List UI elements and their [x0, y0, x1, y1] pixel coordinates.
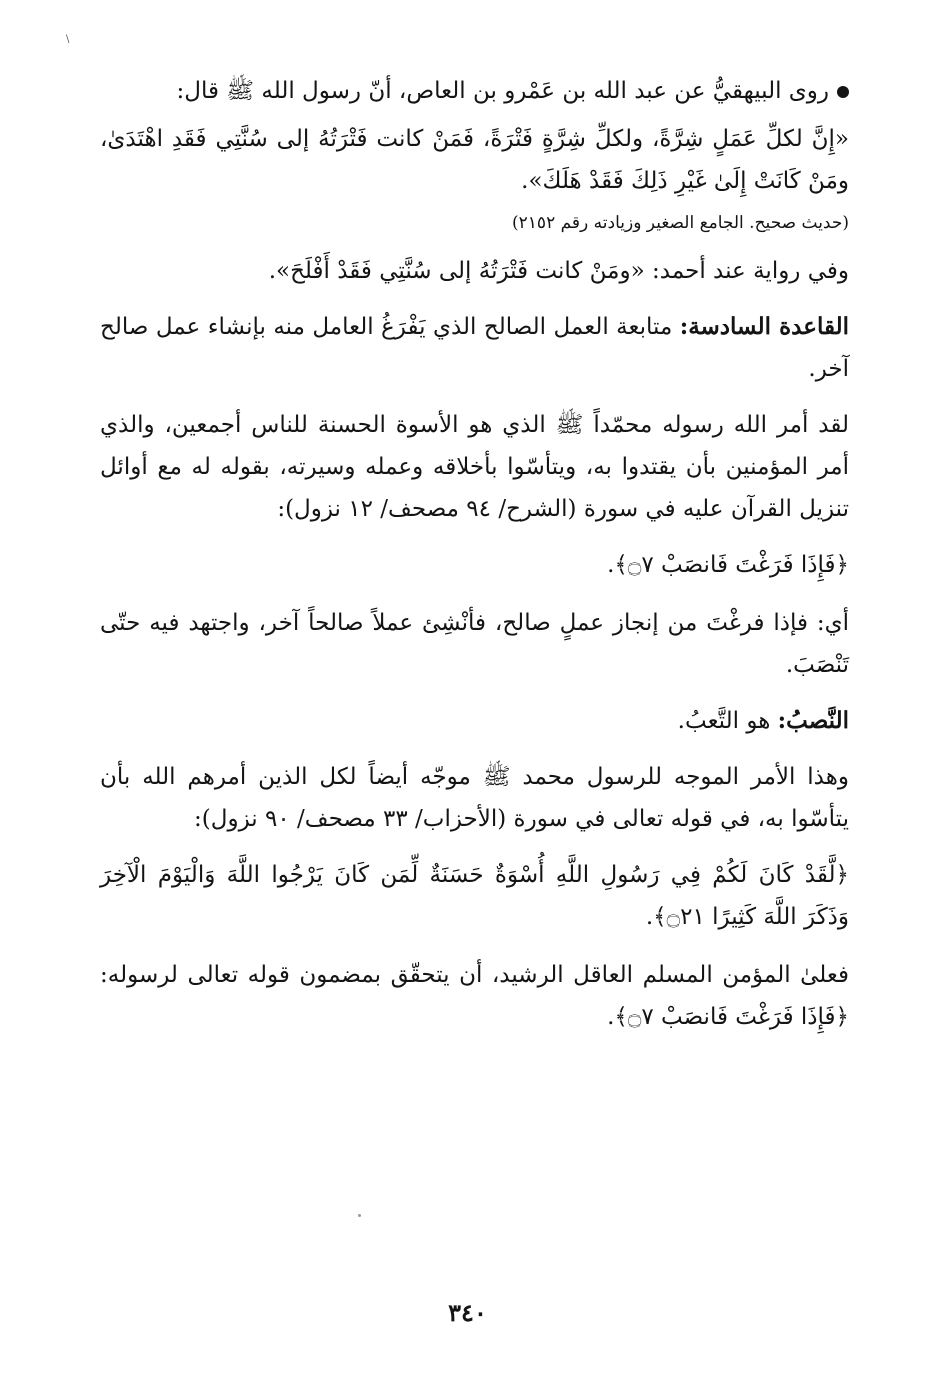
definition-text: هو التَّعبُ.	[677, 708, 778, 734]
page-number: ٣٤٠	[448, 1298, 487, 1327]
hadith-text: «إِنَّ لكلِّ عَمَلٍ شِرَّةً، ولكلِّ شِرَّةٍ فَتْرَةً، فَمَنْ كانت فَتْرَتُهُ إلى سُنَّتِي فَقَدِ اهْتَدَىٰ، ومَنْ كَانَتْ إِلَىٰ غَيْرِ ذَلِكَ فَقَدْ هَلَكَ».	[100, 126, 849, 194]
hadith-citation: (حديث صحيح. الجامع الصغير وزيادته رقم ٢١٥٢)	[512, 213, 849, 233]
hadith-intro-text: روى البيهقيُّ عن عبد الله بن عَمْرو بن العاص، أنّ رسول الله ﷺ قال:	[176, 78, 829, 104]
verse-ahzab: ﴿لَّقَدْ كَانَ لَكُمْ فِي رَسُولِ اللَّهِ أُسْوَةٌ حَسَنَةٌ لِّمَن كَانَ يَرْجُوا اللَّهَ وَالْيَوْمَ الْآخِرَ وَذَكَرَ اللَّهَ كَثِيرًا ۝٢١﴾.	[100, 862, 849, 930]
page-body	[100, 70, 849, 1052]
general-command-paragraph: وهذا الأمر الموجه للرسول محمد ﷺ موجّه أيضاً لكل الذين أمرهم الله بأن يتأسّوا به، في قوله تعالى في سورة (الأحزاب/ ٣٣ مصحف/ ٩٠ نزول):	[100, 764, 849, 832]
closing-text: فعلىٰ المؤمن المسلم العاقل الرشيد، أن يتحقّق بمضمون قوله تعالى لرسوله:	[100, 962, 849, 988]
bullet-icon	[837, 86, 849, 98]
ahmad-narration: وفي رواية عند أحمد: «ومَنْ كانت فَتْرَتُهُ إلى سُنَّتِي فَقَدْ أَفْلَحَ».	[268, 258, 849, 284]
definition-term: النَّصبُ:	[777, 707, 849, 734]
verse-sharh: ﴿فَإِذَا فَرَغْتَ فَانصَبْ ۝٧﴾.	[607, 552, 849, 578]
scan-dot	[358, 1214, 361, 1217]
hadith-intro	[100, 70, 849, 112]
definition-nasab	[100, 700, 849, 742]
rule-six	[100, 306, 849, 390]
rule-six-heading: القاعدة السادسة:	[679, 313, 850, 340]
command-paragraph: لقد أمر الله رسوله محمّداً ﷺ الذي هو الأسوة الحسنة للناس أجمعين، والذي أمر المؤمنين بأن يقتدوا به، ويتأسّوا بأخلاقه وعمله وسيرته، بقوله له مع أوائل تنزيل القرآن عليه في سورة (الشرح/ ٩٤ مصحف/ ١٢ نزول):	[100, 412, 849, 522]
rule-six-text: متابعة العمل الصالح الذي يَفْرَغُ العامل منه بإنشاء عمل صالح آخر.	[100, 314, 849, 382]
verse-explanation: أي: فإذا فرغْتَ من إنجاز عملٍ صالح، فأنْشِئ عملاً صالحاً آخر، واجتهد فيه حتّى تَنْصَبَ.	[100, 610, 849, 678]
scan-mark: \	[66, 34, 70, 45]
closing-paragraph	[100, 954, 849, 1038]
closing-verse: ﴿فَإِذَا فَرَغْتَ فَانصَبْ ۝٧﴾.	[607, 1004, 849, 1030]
